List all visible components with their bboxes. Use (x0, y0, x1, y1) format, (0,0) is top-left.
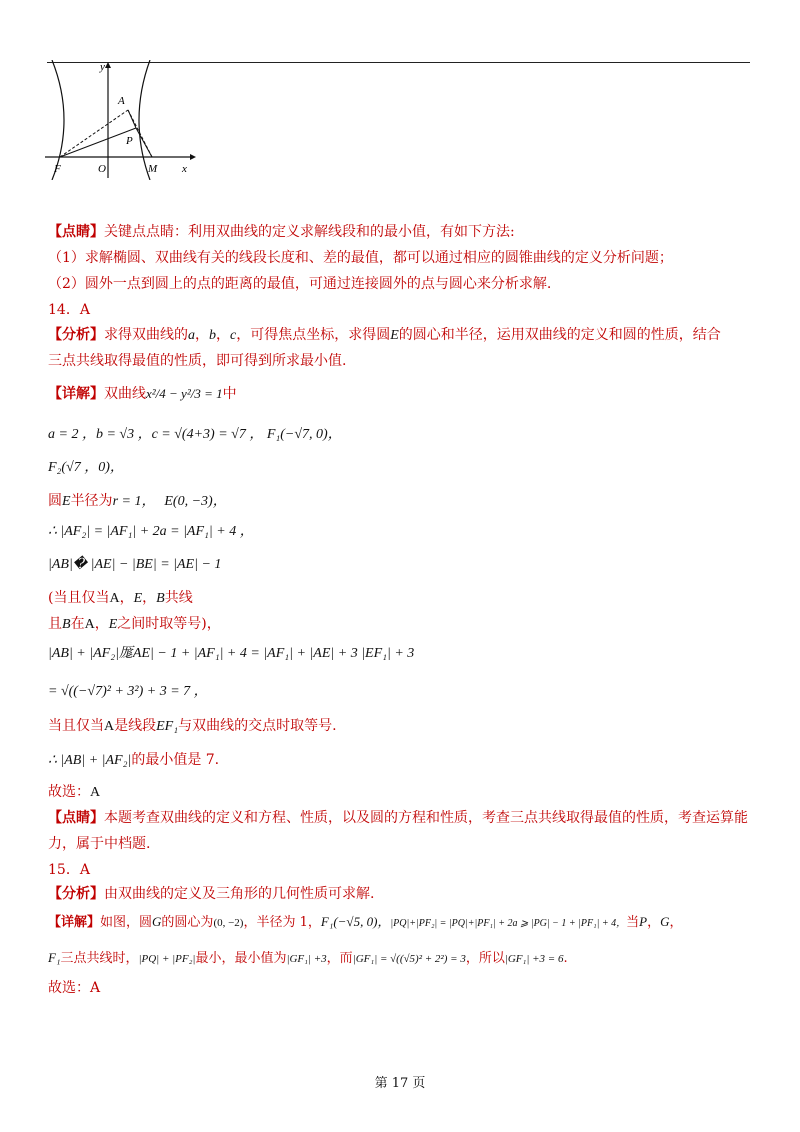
hyperbola-figure (40, 60, 200, 180)
q14-choose (48, 782, 100, 803)
var-B: B (156, 591, 165, 606)
inequality: |PQ|+|PF₂| = |PQ|+|PF₁| + 2a ⩾ |PG| − 1 + |PF₁| + 4， (390, 918, 627, 929)
var-P: P (639, 914, 648, 929)
line-circle-E (48, 491, 227, 512)
text: ，所以 (465, 951, 505, 966)
hyperbola-left-branch (52, 60, 64, 180)
var-a: a (188, 328, 195, 343)
segment-AP (128, 110, 136, 128)
q14-fenxi-text: 的圆心和半径，运用双曲线的定义和圆的性质，结合 (398, 327, 721, 343)
text: ，而 (326, 951, 353, 966)
text: 当且仅当 (48, 718, 104, 734)
center-G: (0, −2) (213, 917, 244, 929)
paren-line2 (48, 614, 221, 635)
line-abc: a = 2 ，b = √3 ，c = √(4+3) = √7 ， F₁(−√7, 0)， (48, 427, 342, 442)
line-f2: F₂(√7 ，0)， (48, 460, 124, 475)
line-af: ∴ |AF₂| = |AF₁| + 2a = |AF₁| + 4 ， (48, 524, 254, 539)
label-O: O (98, 163, 106, 175)
page-number: 第 17 页 (374, 1076, 426, 1091)
q13-dianjing-tag: 【点睛】 (48, 224, 104, 240)
equal-condition (48, 716, 337, 737)
q15-fenxi-tag: 【分析】 (48, 886, 104, 902)
text: 之间时取等号)， (117, 616, 221, 632)
text: ， (669, 915, 683, 930)
text: 本题考查双曲线的定义和方程、性质，以及圆的方程和性质，考查三点共线取得最值的性质，考查运算能 (104, 810, 748, 826)
q14-xiangjie-text: 双曲线 (104, 386, 146, 402)
q13-dianjing (48, 222, 515, 242)
q14-dianjing-line1 (48, 808, 748, 828)
var-E: E (62, 494, 71, 509)
text: ， (94, 616, 109, 632)
text: ， (142, 590, 157, 606)
label-P: P (126, 135, 133, 147)
var-E: E (390, 328, 399, 343)
text: 由双曲线的定义及三角形的几何性质可求解. (104, 886, 375, 902)
label-F: F (54, 163, 61, 175)
text: 如图，圆 (100, 915, 153, 930)
text: 圆 (48, 493, 62, 509)
q14-xiangjie-tag: 【详解】 (48, 386, 104, 402)
text: 半径为 (70, 493, 113, 509)
q15-fenxi (48, 884, 374, 904)
q14-dianjing-tag: 【点睛】 (48, 810, 104, 826)
q15-xiangjie-tag: 【详解】 (48, 915, 101, 930)
segment-FA (60, 110, 128, 157)
radius: r = 1， (112, 494, 156, 509)
line-result: = √((−√7)² + 3²) + 3 = 7 ， (48, 684, 208, 699)
var-E: E (108, 617, 118, 632)
segment-FP (60, 128, 136, 157)
hyperbola-right-branch (139, 60, 150, 180)
text: 与双曲线的交点时取等号. (178, 718, 337, 734)
text: 共线 (164, 590, 193, 606)
text: 在 (70, 616, 85, 632)
var-c: c (230, 328, 237, 343)
q14-fenxi-text: 求得双曲线的 (104, 327, 188, 343)
q13-dianjing-text: 关键点点睛：利用双曲线的定义求解线段和的最小值，有如下方法: (104, 224, 515, 240)
line-ab: |AB|� |AE| − |BE| = |AE| − 1 (48, 557, 222, 572)
text: (当且仅当 (48, 590, 110, 606)
center-E: E(0, −3)， (164, 494, 227, 509)
q15-xiangjie-line2 (48, 948, 568, 969)
line-sum: |AB| + |AF₂|厖AE| − 1 + |AF₁| + 4 = |AF₁| + |AE| + 3 |EF₁| + 3 (48, 646, 415, 661)
var-A: A (84, 617, 95, 632)
label-A: A (118, 95, 125, 107)
q14-number: 14．A (48, 302, 90, 318)
text: ，半径为 1， (243, 915, 321, 930)
text: . (563, 951, 568, 966)
label-x: x (182, 163, 187, 175)
distance-GF1: |GF₁| = √((√5)² + 2²) = 3 (352, 953, 466, 965)
q14-fenxi-text: ，可得焦点坐标，求得圆 (236, 327, 391, 343)
var-A: A (109, 591, 120, 606)
text: 是线段 (114, 718, 157, 734)
sep: ， (195, 327, 209, 343)
q15-number: 15．A (48, 862, 90, 878)
hyperbola-equation: x²/4 − y²/3 = 1 (146, 386, 223, 401)
segment-PM (136, 128, 152, 157)
q14-xiangjie-text: 中 (222, 386, 237, 402)
q13-method1: （1）求解椭圆、双曲线有关的线段长度和、差的最值，都可以通过相应的圆锥曲线的定义分析问题； (48, 250, 673, 266)
q15-choose: 故选：A (48, 980, 101, 996)
text: 的最小值是 7. (131, 752, 220, 768)
min-expression: |GF₁| +3 (286, 953, 327, 965)
q14-fenxi-line1 (48, 325, 721, 346)
x-axis-arrow (190, 154, 196, 160)
var-G: G (660, 914, 670, 929)
var-B: B (62, 617, 71, 632)
segment-EF1: EF₁ (156, 719, 179, 734)
answer: A (90, 785, 101, 800)
min-value-line (48, 750, 219, 771)
final-value: |GF₁| +3 = 6 (504, 953, 564, 965)
q14-xiangjie-line1 (48, 384, 237, 404)
sum-expression: |PQ| + |PF₂| (138, 953, 196, 965)
text: 三点共线时， (60, 951, 139, 966)
text: 且 (48, 616, 62, 632)
label-M: M (148, 163, 158, 175)
text: 故选： (48, 784, 90, 800)
paren-line1 (48, 588, 193, 609)
text: 当 (626, 915, 640, 930)
var-b: b (209, 328, 216, 343)
min-expression: ∴ |AB| + |AF₂| (48, 753, 132, 768)
var-G: G (152, 914, 162, 929)
text: ， (119, 590, 134, 606)
q15-xiangjie-line1 (48, 912, 682, 934)
text: 最小，最小值为 (195, 951, 287, 966)
q14-fenxi-tag: 【分析】 (48, 327, 104, 343)
var-A: A (104, 719, 115, 734)
var-F1: F₁ (48, 950, 61, 965)
q13-method2: （2）圆外一点到圆上的点的距离的最值，可通过连接圆外的点与圆心来分析求解. (48, 276, 552, 292)
label-y: y (100, 61, 105, 73)
focus-F1: F₁(−√5, 0)， (320, 914, 391, 929)
q14-fenxi-line2: 三点共线取得最值的性质，即可得到所求最小值. (48, 353, 347, 369)
text: 的圆心为 (161, 915, 214, 930)
text: ， (647, 915, 661, 930)
sep: ， (216, 327, 230, 343)
y-axis-arrow (105, 62, 111, 68)
q14-dianjing-line2: 力，属于中档题. (48, 836, 151, 852)
var-E: E (133, 591, 143, 606)
